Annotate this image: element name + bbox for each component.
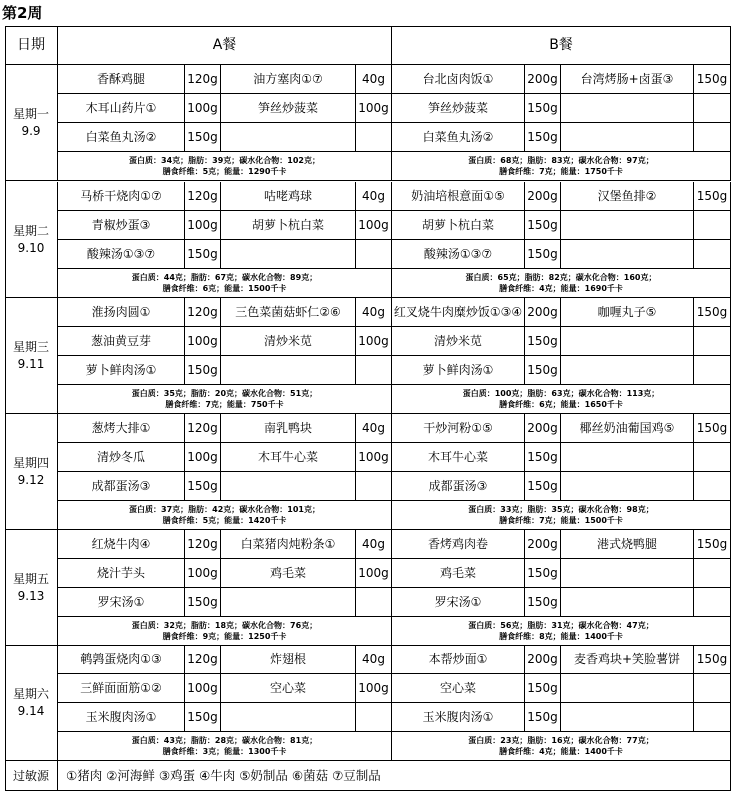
dish-name: 本帮炒面① <box>392 645 525 674</box>
empty-cell <box>694 559 731 588</box>
empty-cell <box>561 123 694 152</box>
empty-cell <box>561 211 694 240</box>
dish-amount: 40g <box>356 530 392 559</box>
nutrition-line: 膳食纤维：6克；能量：1500千卡 <box>162 284 287 293</box>
dish-amount: 150g <box>525 123 561 152</box>
dish-name: 酸辣汤①③⑦ <box>392 240 525 269</box>
nutrition-line: 膳食纤维：4克；能量：1400千卡 <box>499 747 623 756</box>
nutrition-line: 膳食纤维：3克；能量：1300千卡 <box>162 747 287 756</box>
dish-name: 香酥鸡腿 <box>58 65 185 94</box>
nutrition-line: 膳食纤维：7克；能量：750千卡 <box>165 400 284 409</box>
dish-name: 白菜鱼丸汤② <box>58 123 185 152</box>
dish-name: 鹌鹑蛋烧肉①③ <box>58 645 185 674</box>
day-name: 星期五 <box>12 571 49 586</box>
dish-amount: 100g <box>185 674 221 703</box>
nutrition-line: 膳食纤维：5克；能量：1290千卡 <box>162 167 287 176</box>
nutrition-line: 膳食纤维：6克；能量：1650千卡 <box>499 400 623 409</box>
dish-amount: 200g <box>525 530 561 559</box>
dish-name: 干炒河粉①⑤ <box>392 414 525 443</box>
dish-amount: 150g <box>185 703 221 732</box>
nutrition-line: 蛋白质：35克；脂肪：20克；碳水化合物：51克； <box>131 389 318 398</box>
dish-amount: 150g <box>694 65 731 94</box>
nutrition-line: 蛋白质：56克；脂肪：31克；碳水化合物：47克； <box>468 621 654 630</box>
dish-name: 成都蛋汤③ <box>392 472 525 501</box>
dish-name: 木耳牛心菜 <box>221 443 356 472</box>
empty-cell <box>356 240 392 269</box>
empty-cell <box>356 356 392 385</box>
empty-cell <box>694 674 731 703</box>
empty-cell <box>356 472 392 501</box>
dish-amount: 150g <box>525 559 561 588</box>
dish-amount: 100g <box>185 211 221 240</box>
nutrition-summary-a <box>58 732 392 761</box>
empty-cell <box>221 356 356 385</box>
dish-name: 清炒米苋 <box>221 327 356 356</box>
dish-amount: 150g <box>185 123 221 152</box>
dish-name: 酸辣汤①③⑦ <box>58 240 185 269</box>
dish-amount: 150g <box>525 94 561 123</box>
dish-name: 鸡毛菜 <box>392 559 525 588</box>
nutrition-line: 膳食纤维：7克；能量：1750千卡 <box>499 167 623 176</box>
dish-amount: 40g <box>356 65 392 94</box>
empty-cell <box>221 123 356 152</box>
dish-name: 麦香鸡块+笑脸薯饼 <box>561 645 694 674</box>
dish-name: 玉米腹肉汤① <box>392 703 525 732</box>
nutrition-summary-a <box>58 385 392 414</box>
dish-name: 红叉烧牛肉糜炒饭①③④ <box>392 298 525 327</box>
dish-amount: 100g <box>185 327 221 356</box>
dish-name: 马桥干烧肉①⑦ <box>58 182 185 211</box>
dish-amount: 100g <box>185 559 221 588</box>
day-cell <box>5 65 58 181</box>
dish-name: 空心菜 <box>392 674 525 703</box>
dish-amount: 120g <box>185 414 221 443</box>
day-cell <box>5 414 58 530</box>
dish-amount: 120g <box>185 65 221 94</box>
dish-amount: 150g <box>185 472 221 501</box>
nutrition-summary-b <box>392 617 731 646</box>
dish-amount: 100g <box>356 94 392 123</box>
dish-name: 木耳山药片① <box>58 94 185 123</box>
empty-cell <box>356 123 392 152</box>
nutrition-line: 膳食纤维：5克；能量：1420千卡 <box>162 516 287 525</box>
empty-cell <box>561 443 694 472</box>
dish-amount: 200g <box>525 65 561 94</box>
dish-name: 笋丝炒菠菜 <box>392 94 525 123</box>
dish-name: 葱烤大排① <box>58 414 185 443</box>
day-date: 9.9 <box>21 123 41 138</box>
day-date: 9.12 <box>17 472 45 487</box>
dish-name: 玉米腹肉汤① <box>58 703 185 732</box>
date-header: 日期 <box>5 26 58 65</box>
allergen-list: ①猪肉 ②河海鲜 ③鸡蛋 ④牛肉 ⑤奶制品 ⑥菌菇 ⑦豆制品 <box>58 761 731 791</box>
empty-cell <box>694 123 731 152</box>
day-name: 星期三 <box>12 339 49 354</box>
nutrition-line: 蛋白质：43克；脂肪：28克；碳水化合物：81克； <box>131 736 318 745</box>
dish-name: 青椒炒蛋③ <box>58 211 185 240</box>
dish-name: 汉堡鱼排② <box>561 182 694 211</box>
allergen-label: 过敏源 <box>5 761 58 791</box>
nutrition-line: 蛋白质：68克；脂肪：83克；碳水化合物：97克； <box>468 156 654 165</box>
empty-cell <box>694 472 731 501</box>
empty-cell <box>561 94 694 123</box>
dish-name: 白菜鱼丸汤② <box>392 123 525 152</box>
nutrition-summary-b <box>392 269 731 298</box>
dish-amount: 100g <box>356 674 392 703</box>
empty-cell <box>561 472 694 501</box>
nutrition-line: 蛋白质：23克；脂肪：16克；碳水化合物：77克； <box>468 736 654 745</box>
dish-amount: 150g <box>694 298 731 327</box>
empty-cell <box>694 94 731 123</box>
nutrition-line: 蛋白质：32克；脂肪：18克；碳水化合物：76克； <box>131 621 318 630</box>
empty-cell <box>694 356 731 385</box>
nutrition-summary-a <box>58 269 392 298</box>
day-date: 9.11 <box>17 356 45 371</box>
dish-amount: 150g <box>525 588 561 617</box>
empty-cell <box>694 240 731 269</box>
plan-b-header: B餐 <box>392 26 731 65</box>
dish-name: 葱油黄豆芽 <box>58 327 185 356</box>
day-date: 9.10 <box>17 240 45 255</box>
dish-name: 空心菜 <box>221 674 356 703</box>
dish-name: 成都蛋汤③ <box>58 472 185 501</box>
dish-name: 木耳牛心菜 <box>392 443 525 472</box>
dish-amount: 150g <box>525 240 561 269</box>
dish-amount: 200g <box>525 645 561 674</box>
dish-name: 炸翅根 <box>221 645 356 674</box>
nutrition-summary-a <box>58 501 392 530</box>
empty-cell <box>561 356 694 385</box>
dish-amount: 100g <box>356 327 392 356</box>
dish-amount: 120g <box>185 530 221 559</box>
nutrition-summary-b <box>392 501 731 530</box>
dish-amount: 100g <box>356 559 392 588</box>
dish-amount: 100g <box>356 443 392 472</box>
dish-name: 港式烧鸭腿 <box>561 530 694 559</box>
dish-name: 罗宋汤① <box>58 588 185 617</box>
dish-name: 油方塞肉①⑦ <box>221 65 356 94</box>
empty-cell <box>694 703 731 732</box>
empty-cell <box>356 703 392 732</box>
dish-amount: 120g <box>185 182 221 211</box>
dish-amount: 150g <box>185 356 221 385</box>
dish-name: 椰丝奶油葡国鸡⑤ <box>561 414 694 443</box>
dish-name: 台湾烤肠+卤蛋③ <box>561 65 694 94</box>
nutrition-line: 膳食纤维：8克；能量：1400千卡 <box>499 632 623 641</box>
nutrition-summary-b <box>392 152 731 181</box>
nutrition-line: 蛋白质：65克；脂肪：82克；碳水化合物：160克； <box>465 273 657 282</box>
nutrition-summary-a <box>58 152 392 181</box>
plan-a-header: A餐 <box>58 26 392 65</box>
dish-amount: 150g <box>525 703 561 732</box>
day-cell <box>5 530 58 646</box>
empty-cell <box>561 240 694 269</box>
day-cell <box>5 645 58 761</box>
empty-cell <box>221 240 356 269</box>
day-date: 9.14 <box>17 703 45 718</box>
empty-cell <box>561 703 694 732</box>
dish-name: 清炒米苋 <box>392 327 525 356</box>
dish-name: 三鲜面面筋①② <box>58 674 185 703</box>
dish-amount: 150g <box>694 530 731 559</box>
empty-cell <box>561 588 694 617</box>
dish-amount: 120g <box>185 645 221 674</box>
nutrition-line: 蛋白质：100克；脂肪：63克；碳水化合物：113克； <box>462 389 660 398</box>
day-cell <box>5 182 58 298</box>
dish-amount: 40g <box>356 182 392 211</box>
dish-name: 台北卤肉饭① <box>392 65 525 94</box>
empty-cell <box>694 327 731 356</box>
dish-amount: 100g <box>185 443 221 472</box>
day-date: 9.13 <box>17 588 45 603</box>
nutrition-line: 膳食纤维：7克；能量：1500千卡 <box>499 516 623 525</box>
empty-cell <box>694 443 731 472</box>
dish-amount: 150g <box>694 645 731 674</box>
day-name: 星期一 <box>12 106 49 121</box>
dish-name: 萝卜鲜肉汤① <box>392 356 525 385</box>
dish-name: 三色菜菌菇虾仁②⑥ <box>221 298 356 327</box>
dish-amount: 150g <box>525 674 561 703</box>
nutrition-summary-a <box>58 617 392 646</box>
nutrition-summary-b <box>392 732 731 761</box>
dish-name: 鸡毛菜 <box>221 559 356 588</box>
dish-name: 南乳鸭块 <box>221 414 356 443</box>
dish-name: 清炒冬瓜 <box>58 443 185 472</box>
dish-amount: 40g <box>356 414 392 443</box>
dish-amount: 100g <box>185 94 221 123</box>
dish-amount: 100g <box>356 211 392 240</box>
dish-amount: 150g <box>185 240 221 269</box>
empty-cell <box>356 588 392 617</box>
dish-name: 咕咾鸡球 <box>221 182 356 211</box>
dish-name: 萝卜鲜肉汤① <box>58 356 185 385</box>
dish-amount: 150g <box>525 327 561 356</box>
empty-cell <box>561 674 694 703</box>
nutrition-line: 膳食纤维：4克；能量：1690千卡 <box>499 284 623 293</box>
dish-amount: 150g <box>694 182 731 211</box>
dish-amount: 120g <box>185 298 221 327</box>
day-cell <box>5 298 58 414</box>
dish-name: 奶油培根意面①⑤ <box>392 182 525 211</box>
dish-amount: 200g <box>525 182 561 211</box>
empty-cell <box>694 588 731 617</box>
dish-amount: 200g <box>525 414 561 443</box>
dish-amount: 40g <box>356 298 392 327</box>
dish-amount: 40g <box>356 645 392 674</box>
day-name: 星期四 <box>12 455 49 470</box>
dish-name: 咖喱丸子⑤ <box>561 298 694 327</box>
empty-cell <box>221 472 356 501</box>
dish-amount: 150g <box>185 588 221 617</box>
dish-name: 罗宋汤① <box>392 588 525 617</box>
week-title: 第2周 <box>2 4 43 22</box>
nutrition-line: 蛋白质：33克；脂肪：35克；碳水化合物：98克； <box>468 505 654 514</box>
dish-amount: 150g <box>525 443 561 472</box>
nutrition-line: 蛋白质：37克；脂肪：42克；碳水化合物：101克； <box>129 505 320 514</box>
dish-amount: 200g <box>525 298 561 327</box>
day-name: 星期二 <box>12 223 49 238</box>
dish-name: 红烧牛肉④ <box>58 530 185 559</box>
empty-cell <box>561 559 694 588</box>
empty-cell <box>561 327 694 356</box>
dish-name: 香烤鸡肉卷 <box>392 530 525 559</box>
nutrition-line: 膳食纤维：9克；能量：1250千卡 <box>162 632 287 641</box>
dish-name: 烧汁芋头 <box>58 559 185 588</box>
empty-cell <box>221 703 356 732</box>
dish-name: 白菜猪肉炖粉条① <box>221 530 356 559</box>
dish-amount: 150g <box>525 356 561 385</box>
empty-cell <box>694 211 731 240</box>
nutrition-line: 蛋白质：44克；脂肪：67克；碳水化合物：89克； <box>131 273 318 282</box>
dish-amount: 150g <box>525 211 561 240</box>
dish-name: 笋丝炒菠菜 <box>221 94 356 123</box>
dish-amount: 150g <box>525 472 561 501</box>
dish-name: 淮扬肉圆① <box>58 298 185 327</box>
day-name: 星期六 <box>12 686 49 701</box>
dish-name: 胡萝卜杭白菜 <box>392 211 525 240</box>
dish-name: 胡萝卜杭白菜 <box>221 211 356 240</box>
nutrition-line: 蛋白质：34克；脂肪：39克；碳水化合物：102克； <box>129 156 320 165</box>
empty-cell <box>221 588 356 617</box>
dish-amount: 150g <box>694 414 731 443</box>
nutrition-summary-b <box>392 385 731 414</box>
